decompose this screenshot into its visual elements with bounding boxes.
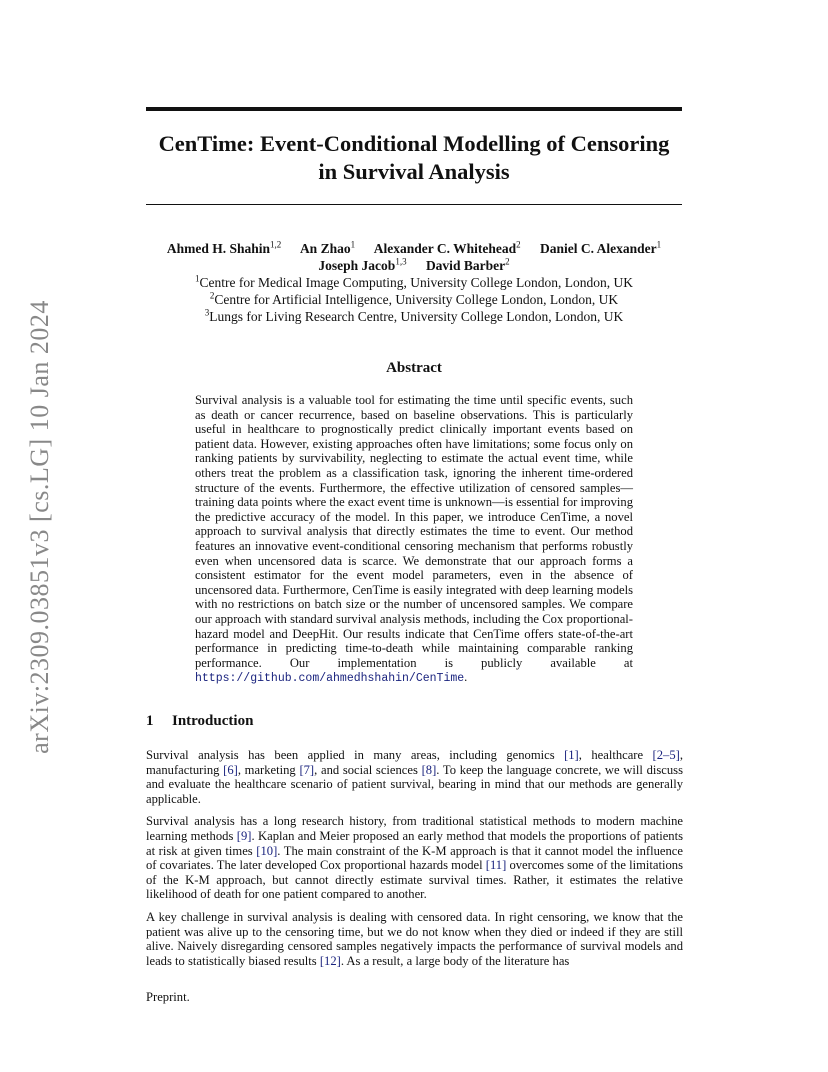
paragraph: A key challenge in survival analysis is dealing with censored data. In right censoring, we know that the patient was alive up to the censoring time, but we do not know when they died or indeed if they are still alive. Naively disregarding censored samples negatively impacts the performance of survival models and leads to statistically biased results [12]. As a result, a large body of the literature has (146, 909, 683, 968)
github-link[interactable]: https://github.com/ahmedhshahin/CenTime (195, 672, 465, 686)
author-affil-sup: 1,2 (270, 239, 282, 250)
author-name: Alexander C. Whitehead (373, 241, 517, 256)
author-names-line-1 (146, 240, 682, 257)
author-name: An Zhao (299, 241, 351, 256)
author-block (146, 240, 682, 325)
author-name: Daniel C. Alexander (540, 241, 657, 256)
citation-link[interactable]: [1] (564, 748, 579, 762)
citation-link[interactable]: [10] (256, 843, 278, 858)
paper-title (146, 130, 682, 186)
title-top-rule (146, 107, 682, 111)
citation-link[interactable]: [8] (421, 762, 437, 777)
introduction-body (146, 748, 683, 976)
title-line-1: CenTime: Event-Conditional Modelling of Censoring (158, 131, 670, 156)
paragraph: Survival analysis has a long research history, from traditional statistical methods to modern machine learning methods [9]. Kaplan and Meier proposed an early method that models the proportions of patients at risk at given times [10]. The main constraint of the K-M approach is that it cannot model the influence of covariates. The later developed Cox proportional hazards model [11] overcomes some of the limitations of the K-M approach, but cannot directly estimate survival times. Rather, it estimates the relative likelihood of death for one patient compared to another. (146, 814, 683, 902)
abstract-heading: Abstract (386, 360, 442, 376)
abstract-text: Survival analysis is a valuable tool for estimating the time until specific events, such as death or cancer recurrence, based on baseline observations. This is particularly useful in healthcare to prognostically predict clinically important events based on patient data. However, existing approaches often have limitations; some focus only on ranking patients by survivability, neglecting to estimate the actual event time, while others treat the problem as a classification task, ignoring the inherent time-ordered structure of the events. Furthermore, the effective utilization of censored samples—training data points where the exact event time is unknown—is essential for improving the predictive accuracy of the model. In this paper, we introduce CenTime, a novel approach to survival analysis that directly estimates the time to event. Our method features an innovative event-conditional censoring mechanism that performs robustly even when uncensored data is scarce. We demonstrate that our approach forms a consistent estimator for the event model parameters, even in the absence of uncensored data. Furthermore, CenTime is easily integrated with deep learning models with no restrictions on batch size or the number of uncensored samples. We compare our approach with standard survival analysis methods, including the Cox proportional-hazard model and DeepHit. Our results indicate that CenTime offers state-of-the-art performance in predicting time-to-death while maintaining comparable ranking performance. Our implementation is publicly available at https://github.com/ahmedhshahin/CenTime. (195, 393, 633, 686)
paragraph: Survival analysis has been applied in many areas, including genomics [1], healthcare [2–5], manufacturing [6], marketing [7], and social sciences [8]. To keep the language concrete, we will discuss and evaluate the healthcare scenario of patient survival, bearing in mind that our methods are generally applicable. (146, 748, 683, 806)
author-name: David Barber (425, 258, 506, 273)
citation-link[interactable]: [9] (236, 828, 252, 843)
section-title: Introduction (172, 713, 254, 729)
citation-link[interactable]: [12] (319, 953, 341, 968)
title-bottom-rule (146, 204, 682, 205)
citation-link[interactable]: [11] (485, 858, 507, 873)
preprint-footer: Preprint. (146, 990, 190, 1004)
author-affil-sup: 2 (505, 256, 510, 267)
author-affil-sup: 1 (350, 239, 356, 250)
title-line-2: in Survival Analysis (318, 159, 510, 184)
author-name: Joseph Jacob (318, 258, 396, 273)
affiliation: $^2$Centre for Artificial Intelligence, University College London, London, UK (209, 290, 619, 307)
affiliation: $^3$Lungs for Living Research Centre, University College London, London, UK (204, 307, 624, 324)
citation-link[interactable]: [7] (299, 762, 315, 777)
section-heading-introduction (146, 713, 253, 730)
section-number: 1 (146, 713, 154, 729)
author-name: Ahmed H. Shahin (166, 241, 271, 256)
author-affil-sup: 1,3 (395, 256, 407, 267)
author-names-line-2 (146, 257, 682, 274)
citation-link[interactable]: [2–5] (652, 748, 680, 762)
citation-link[interactable]: [6] (223, 762, 238, 777)
arxiv-sidebar-stamp: arXiv:2309.03851v3 [cs.LG] 10 Jan 2024 (25, 300, 54, 754)
author-affil-sup: 2 (516, 239, 521, 250)
affiliation: $^1$Centre for Medical Image Computing, University College London, London, UK (195, 273, 633, 290)
author-affil-sup: 1 (656, 239, 662, 250)
